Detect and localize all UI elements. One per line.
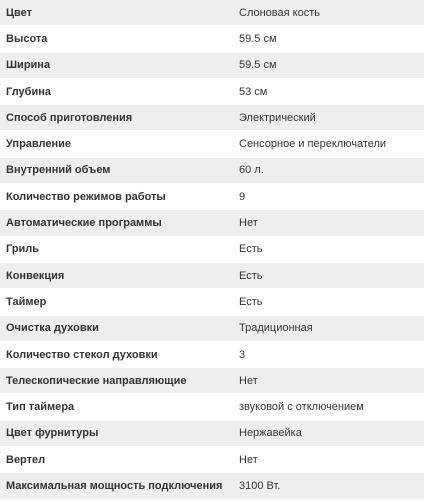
spec-value: Слоновая кость <box>239 6 320 19</box>
spec-label: Количество стекол духовки <box>6 348 158 361</box>
spec-value: Электрический <box>239 111 316 124</box>
spec-label: Глубина <box>6 85 51 98</box>
spec-row-max-power <box>0 473 424 499</box>
spec-label: Тип таймера <box>6 401 75 414</box>
spec-label: Количество режимов работы <box>6 190 166 203</box>
spec-row-cooking-method <box>0 105 424 131</box>
spec-label: Телескопические направляющие <box>6 374 187 387</box>
spec-row-volume <box>0 158 424 184</box>
spec-value: Есть <box>239 295 263 308</box>
spec-row-timer <box>0 289 424 315</box>
spec-row-glass-count <box>0 342 424 368</box>
spec-label: Конвекция <box>6 269 65 282</box>
spec-value: Традиционная <box>239 322 313 335</box>
spec-label: Способ приготовления <box>6 111 133 124</box>
spec-value: Нет <box>239 374 258 387</box>
spec-value: Есть <box>239 243 263 256</box>
spec-value: 60 л. <box>239 164 264 177</box>
spec-value: 9 <box>239 190 246 203</box>
spec-label: Таймер <box>6 295 47 308</box>
spec-row-depth <box>0 79 424 105</box>
spec-value: звуковой с отключением <box>239 401 364 414</box>
spec-label: Автоматические программы <box>6 217 162 230</box>
spec-row-oven-cleaning <box>0 316 424 342</box>
spec-label: Цвет фурнитуры <box>6 427 99 440</box>
spec-value: 53 см <box>239 85 268 98</box>
spec-label: Высота <box>6 32 48 45</box>
spec-row-timer-type <box>0 394 424 420</box>
spec-row-convection <box>0 263 424 289</box>
spec-value: Нет <box>239 453 258 466</box>
spec-label: Вертел <box>6 453 46 466</box>
spec-value: 59.5 см <box>239 59 277 72</box>
spec-value: 59.5 см <box>239 32 277 45</box>
spec-row-rotisserie <box>0 447 424 473</box>
spec-row-auto-programs <box>0 210 424 236</box>
spec-row-height <box>0 26 424 52</box>
spec-row-width <box>0 53 424 79</box>
spec-row-controls <box>0 131 424 157</box>
spec-value: Есть <box>239 269 263 282</box>
spec-row-telescopic-rails <box>0 368 424 394</box>
spec-value: 3100 Вт. <box>239 479 281 492</box>
spec-label: Внутренний объем <box>6 164 111 177</box>
spec-label: Цвет <box>6 6 33 19</box>
spec-label: Максимальная мощность подключения <box>6 479 223 492</box>
spec-label: Гриль <box>6 243 40 256</box>
spec-row-modes-count <box>0 184 424 210</box>
spec-value: Нет <box>239 217 258 230</box>
spec-row-fittings-color <box>0 421 424 447</box>
spec-label: Очистка духовки <box>6 322 99 335</box>
spec-value: 3 <box>239 348 246 361</box>
spec-label: Управление <box>6 138 72 151</box>
spec-value: Сенсорное и переключатели <box>239 138 387 151</box>
spec-row-color <box>0 0 424 26</box>
spec-row-grill <box>0 237 424 263</box>
spec-value: Нержавейка <box>239 427 302 440</box>
spec-label: Ширина <box>6 59 51 72</box>
